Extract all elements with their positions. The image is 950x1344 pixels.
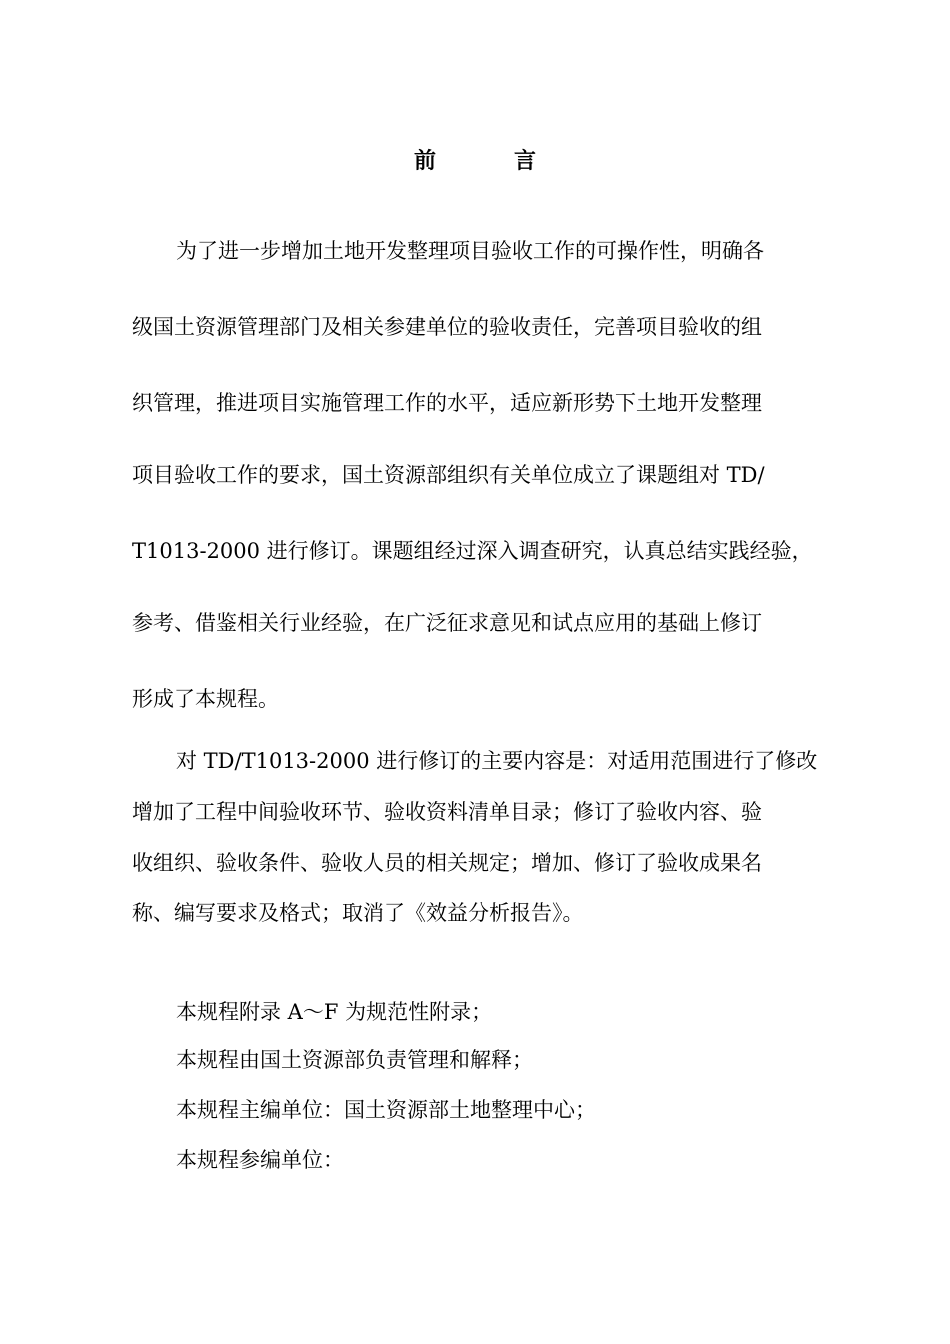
para2-line-1: 对 TD/T1013-2000 进行修订的主要内容是：对适用范围进行了修改 — [176, 749, 818, 773]
para1-line-6: 参考、借鉴相关行业经验，在广泛征求意见和试点应用的基础上修订 — [132, 611, 762, 635]
page-title: 前 言 — [413, 148, 564, 174]
para2-line-2: 增加了工程中间验收环节、验收资料清单目录；修订了验收内容、验 — [132, 800, 762, 824]
para2-line-3: 收组织、验收条件、验收人员的相关规定；增加、修订了验收成果名 — [132, 851, 762, 875]
para1-line-7: 形成了本规程。 — [132, 687, 279, 711]
para1-line-3: 织管理，推进项目实施管理工作的水平，适应新形势下土地开发整理 — [132, 391, 762, 415]
note-line-3: 本规程主编单位：国土资源部土地整理中心； — [176, 1098, 596, 1122]
para1-line-5: T1013-2000 进行修订。课题组经过深入调查研究，认真总结实践经验， — [132, 539, 813, 563]
note-line-1: 本规程附录 A～F 为规范性附录； — [176, 1000, 493, 1024]
note-line-2: 本规程由国土资源部负责管理和解释； — [176, 1048, 533, 1072]
para2-line-4: 称、编写要求及格式；取消了《效益分析报告》。 — [132, 901, 584, 925]
para1-line-1: 为了进一步增加土地开发整理项目验收工作的可操作性，明确各 — [176, 239, 764, 263]
para1-line-4: 项目验收工作的要求，国土资源部组织有关单位成立了课题组对 TD/ — [132, 463, 765, 487]
note-line-4: 本规程参编单位： — [176, 1148, 344, 1172]
para1-line-2: 级国土资源管理部门及相关参建单位的验收责任，完善项目验收的组 — [132, 315, 762, 339]
